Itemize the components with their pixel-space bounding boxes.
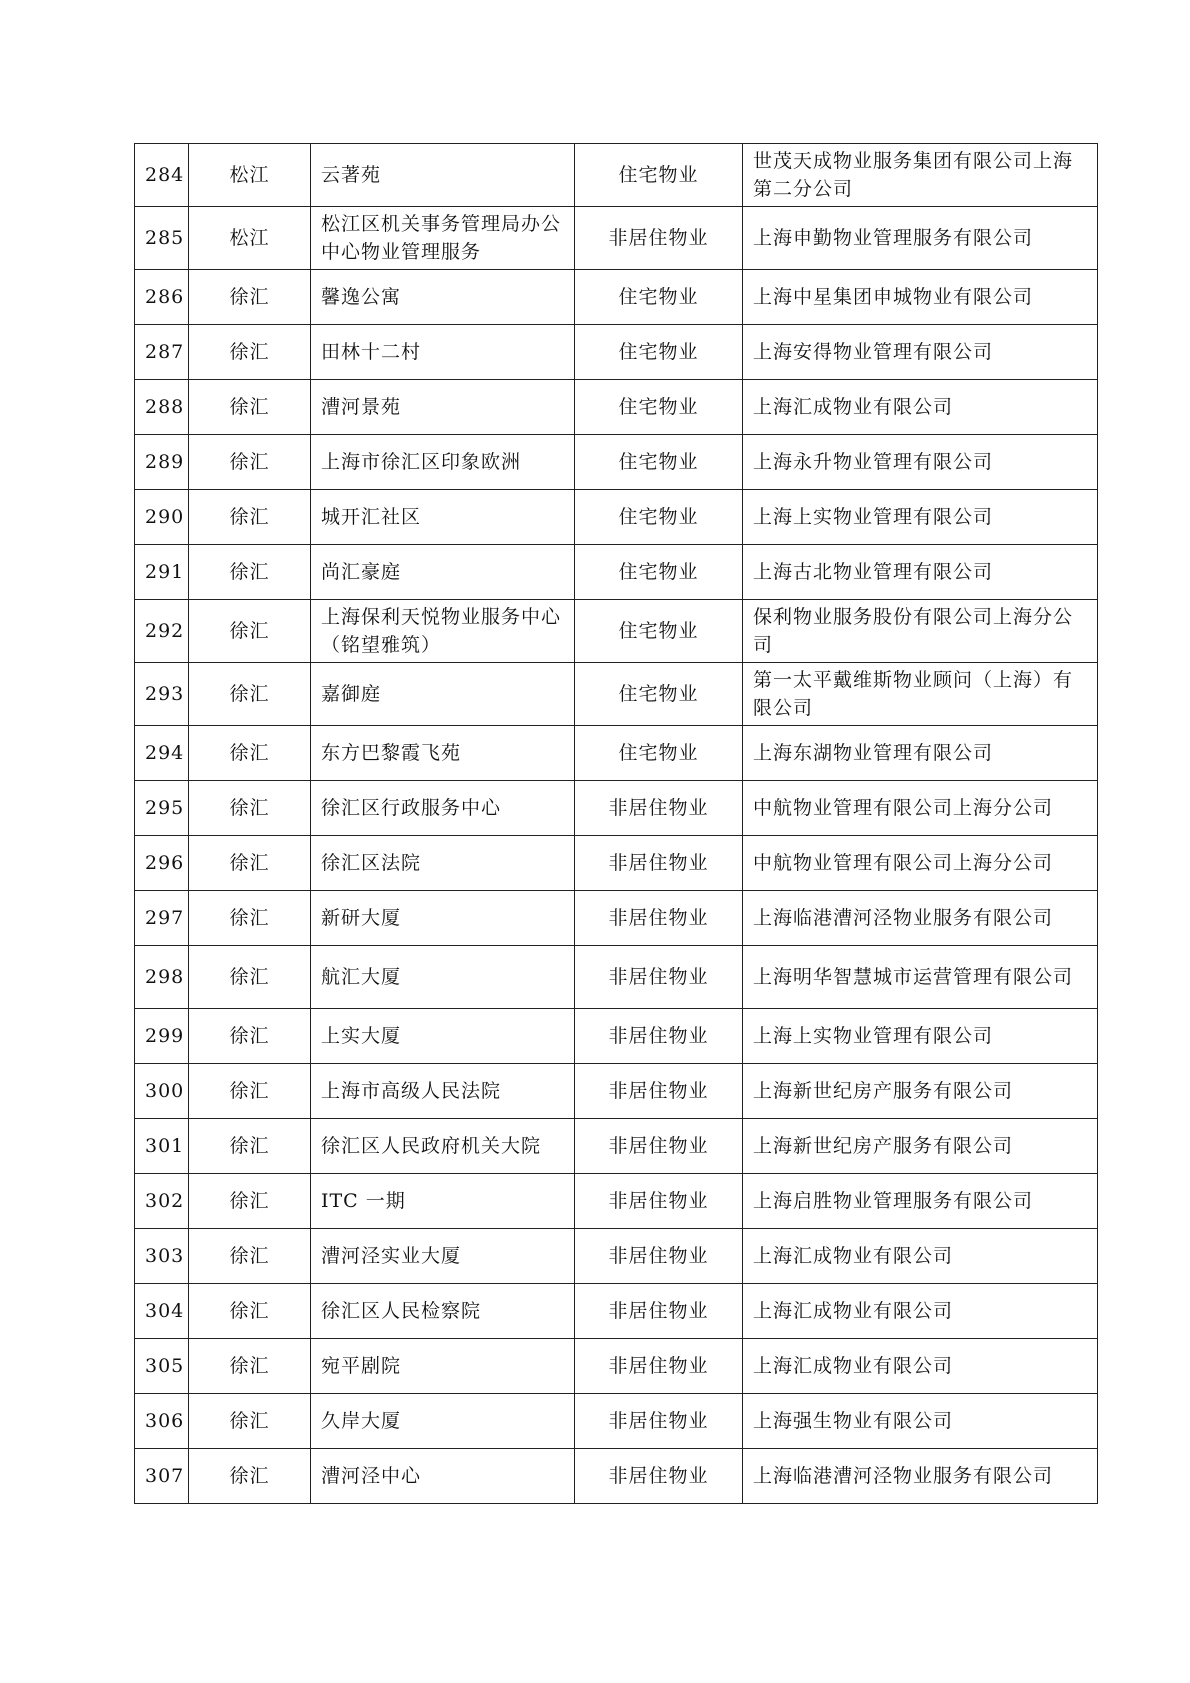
property-name-cell: 漕河泾中心 [311,1449,575,1504]
property-name-cell: 徐汇区人民政府机关大院 [311,1119,575,1174]
property-type-cell: 非居住物业 [575,1009,743,1064]
row-number: 287 [135,325,189,380]
management-company-cell: 上海东湖物业管理有限公司 [743,726,1098,781]
table-row [135,1229,1098,1284]
property-list-table [134,143,1098,1504]
property-name-cell: 上海保利天悦物业服务中心（铭望雅筑） [311,600,575,663]
management-company-cell: 世茂天成物业服务集团有限公司上海第二分公司 [743,144,1098,207]
property-type-cell: 住宅物业 [575,435,743,490]
property-name-cell: 徐汇区行政服务中心 [311,781,575,836]
property-type-cell: 非居住物业 [575,1174,743,1229]
property-type-cell: 非居住物业 [575,836,743,891]
district-cell: 徐汇 [189,270,311,325]
property-name-cell: 宛平剧院 [311,1339,575,1394]
management-company-cell: 上海强生物业有限公司 [743,1394,1098,1449]
management-company-cell: 上海汇成物业有限公司 [743,380,1098,435]
property-type-cell: 非居住物业 [575,946,743,1009]
management-company-cell: 上海明华智慧城市运营管理有限公司 [743,946,1098,1009]
management-company-cell: 第一太平戴维斯物业顾问（上海）有限公司 [743,663,1098,726]
property-type-cell: 住宅物业 [575,545,743,600]
property-name-cell: 尚汇豪庭 [311,545,575,600]
property-type-cell: 住宅物业 [575,600,743,663]
district-cell: 松江 [189,207,311,270]
table-body [135,144,1098,1504]
row-number: 303 [135,1229,189,1284]
table-row [135,1284,1098,1339]
management-company-cell: 上海中星集团申城物业有限公司 [743,270,1098,325]
table-row [135,946,1098,1009]
table-row [135,1009,1098,1064]
district-cell: 徐汇 [189,836,311,891]
property-name-cell: 上实大厦 [311,1009,575,1064]
row-number: 301 [135,1119,189,1174]
property-name-cell: 田林十二村 [311,325,575,380]
row-number: 292 [135,600,189,663]
property-name-cell: 漕河泾实业大厦 [311,1229,575,1284]
row-number: 304 [135,1284,189,1339]
table-row [135,325,1098,380]
management-company-cell: 中航物业管理有限公司上海分公司 [743,836,1098,891]
property-type-cell: 非居住物业 [575,891,743,946]
district-cell: 徐汇 [189,1394,311,1449]
row-number: 307 [135,1449,189,1504]
property-name-cell: ITC 一期 [311,1174,575,1229]
property-name-cell: 航汇大厦 [311,946,575,1009]
property-type-cell: 住宅物业 [575,490,743,545]
table-row [135,663,1098,726]
management-company-cell: 上海新世纪房产服务有限公司 [743,1119,1098,1174]
table-row [135,1174,1098,1229]
property-name-cell: 东方巴黎霞飞苑 [311,726,575,781]
table-row [135,1064,1098,1119]
property-name-cell: 漕河景苑 [311,380,575,435]
row-number: 286 [135,270,189,325]
property-name-cell: 城开汇社区 [311,490,575,545]
district-cell: 徐汇 [189,600,311,663]
property-type-cell: 非居住物业 [575,1229,743,1284]
district-cell: 徐汇 [189,545,311,600]
district-cell: 徐汇 [189,380,311,435]
district-cell: 徐汇 [189,1284,311,1339]
table-row [135,726,1098,781]
district-cell: 徐汇 [189,891,311,946]
table-row [135,1339,1098,1394]
table-row [135,545,1098,600]
property-name-cell: 久岸大厦 [311,1394,575,1449]
property-type-cell: 住宅物业 [575,726,743,781]
property-type-cell: 住宅物业 [575,663,743,726]
row-number: 302 [135,1174,189,1229]
district-cell: 徐汇 [189,1064,311,1119]
district-cell: 徐汇 [189,1229,311,1284]
table-row [135,781,1098,836]
management-company-cell: 上海汇成物业有限公司 [743,1339,1098,1394]
row-number: 288 [135,380,189,435]
table-row [135,891,1098,946]
row-number: 297 [135,891,189,946]
district-cell: 徐汇 [189,663,311,726]
property-name-cell: 徐汇区法院 [311,836,575,891]
district-cell: 松江 [189,144,311,207]
property-type-cell: 非居住物业 [575,781,743,836]
district-cell: 徐汇 [189,325,311,380]
table-row [135,1449,1098,1504]
district-cell: 徐汇 [189,1119,311,1174]
management-company-cell: 保利物业服务股份有限公司上海分公司 [743,600,1098,663]
property-type-cell: 非居住物业 [575,1119,743,1174]
row-number: 305 [135,1339,189,1394]
property-name-cell: 云著苑 [311,144,575,207]
row-number: 293 [135,663,189,726]
table-row [135,1119,1098,1174]
row-number: 285 [135,207,189,270]
property-name-cell: 上海市徐汇区印象欧洲 [311,435,575,490]
property-type-cell: 非居住物业 [575,1284,743,1339]
property-name-cell: 松江区机关事务管理局办公中心物业管理服务 [311,207,575,270]
property-name-cell: 新研大厦 [311,891,575,946]
district-cell: 徐汇 [189,726,311,781]
management-company-cell: 上海汇成物业有限公司 [743,1229,1098,1284]
management-company-cell: 上海临港漕河泾物业服务有限公司 [743,1449,1098,1504]
row-number: 299 [135,1009,189,1064]
row-number: 296 [135,836,189,891]
row-number: 291 [135,545,189,600]
management-company-cell: 中航物业管理有限公司上海分公司 [743,781,1098,836]
property-type-cell: 住宅物业 [575,270,743,325]
property-name-cell: 馨逸公寓 [311,270,575,325]
table-row [135,1394,1098,1449]
management-company-cell: 上海安得物业管理有限公司 [743,325,1098,380]
district-cell: 徐汇 [189,435,311,490]
property-type-cell: 非居住物业 [575,1339,743,1394]
row-number: 290 [135,490,189,545]
management-company-cell: 上海新世纪房产服务有限公司 [743,1064,1098,1119]
row-number: 300 [135,1064,189,1119]
row-number: 295 [135,781,189,836]
table-row [135,207,1098,270]
management-company-cell: 上海上实物业管理有限公司 [743,490,1098,545]
management-company-cell: 上海汇成物业有限公司 [743,1284,1098,1339]
district-cell: 徐汇 [189,490,311,545]
table-row [135,600,1098,663]
management-company-cell: 上海上实物业管理有限公司 [743,1009,1098,1064]
property-type-cell: 非居住物业 [575,1394,743,1449]
property-type-cell: 住宅物业 [575,325,743,380]
table-row [135,490,1098,545]
property-type-cell: 非居住物业 [575,207,743,270]
table-row [135,836,1098,891]
row-number: 306 [135,1394,189,1449]
district-cell: 徐汇 [189,1449,311,1504]
row-number: 298 [135,946,189,1009]
district-cell: 徐汇 [189,1339,311,1394]
district-cell: 徐汇 [189,1009,311,1064]
property-name-cell: 徐汇区人民检察院 [311,1284,575,1339]
management-company-cell: 上海申勤物业管理服务有限公司 [743,207,1098,270]
district-cell: 徐汇 [189,1174,311,1229]
row-number: 289 [135,435,189,490]
property-name-cell: 上海市高级人民法院 [311,1064,575,1119]
property-type-cell: 住宅物业 [575,380,743,435]
property-type-cell: 非居住物业 [575,1064,743,1119]
property-type-cell: 住宅物业 [575,144,743,207]
table-row [135,380,1098,435]
table-row [135,435,1098,490]
management-company-cell: 上海永升物业管理有限公司 [743,435,1098,490]
row-number: 294 [135,726,189,781]
district-cell: 徐汇 [189,946,311,1009]
management-company-cell: 上海临港漕河泾物业服务有限公司 [743,891,1098,946]
table-row [135,270,1098,325]
district-cell: 徐汇 [189,781,311,836]
management-company-cell: 上海启胜物业管理服务有限公司 [743,1174,1098,1229]
management-company-cell: 上海古北物业管理有限公司 [743,545,1098,600]
row-number: 284 [135,144,189,207]
property-type-cell: 非居住物业 [575,1449,743,1504]
table-row [135,144,1098,207]
property-name-cell: 嘉御庭 [311,663,575,726]
